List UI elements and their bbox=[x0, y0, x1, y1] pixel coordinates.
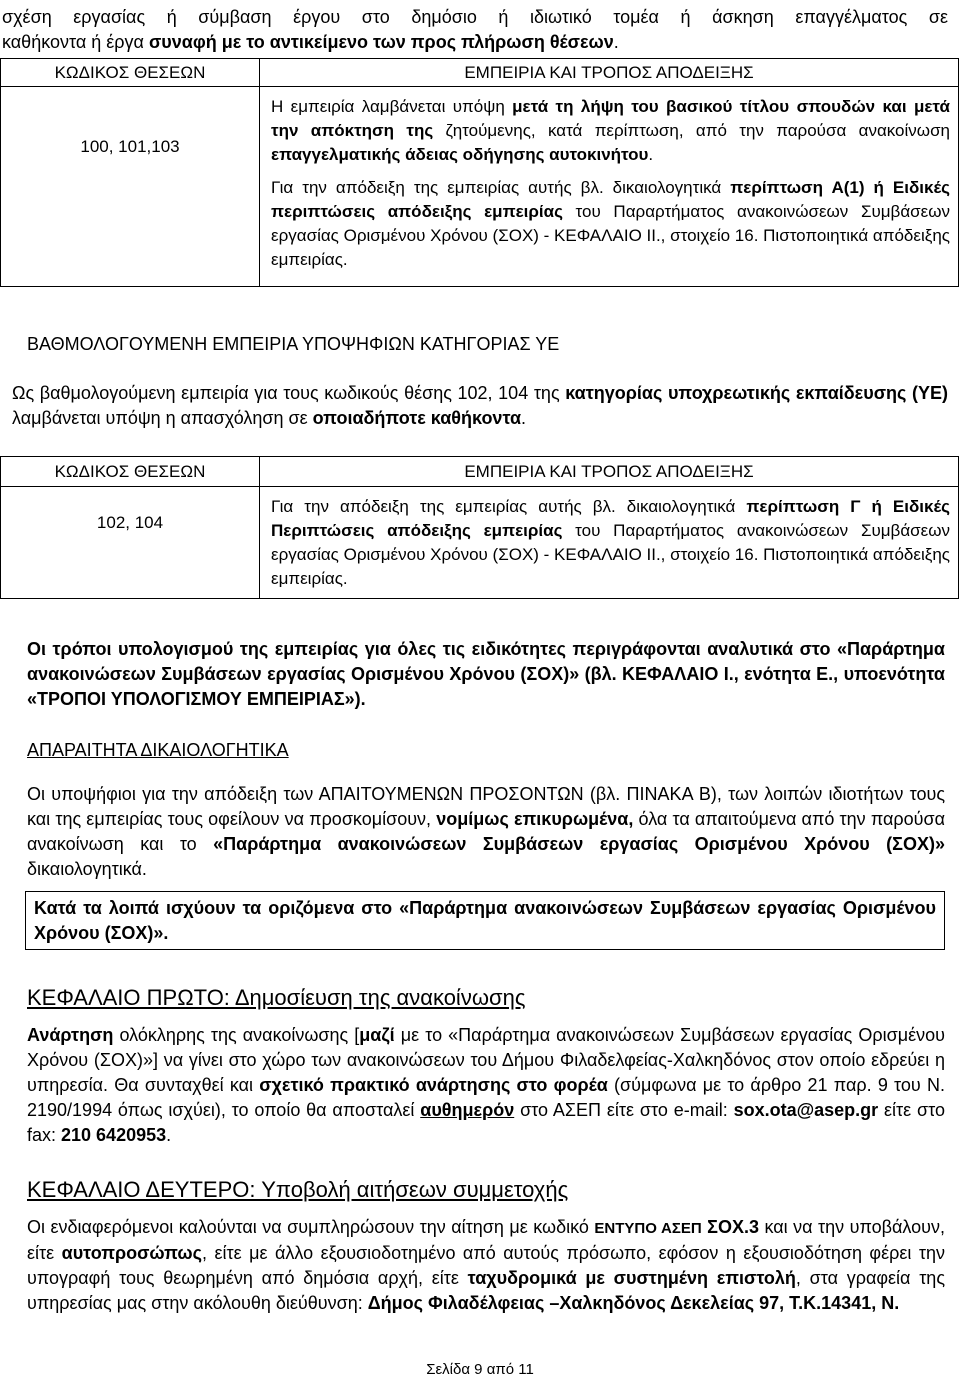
chapter2-paragraph: Οι ενδιαφερόμενοι καλούνται να συμπληρώσουν την αίτηση με κωδικό ΕΝΤΥΠΟ ΑΣΕΠ ΣΟΧ.3 και να την υποβάλουν, είτε αυτοπροσώπως, είτε με άλλο εξουσιοδοτημένο από αυτούς πρόσωπο, εφόσον η εξουσιοδότηση φέρει την υπογραφή τους θεωρημένη από δημόσια αρχή, είτε ταχυδρομικά με συστημένη επιστολή, στα γραφεία της υπηρεσίας μας στην ακόλουθη διεύθυνση: Δήμος Φιλαδέλφειας –Χαλκηδόνος Δεκελείας 97, Τ.Κ.14341, Ν. bbox=[27, 1217, 946, 1313]
page-footer: Σελίδα 9 από 11 bbox=[426, 1361, 534, 1378]
chapter1-paragraph: Ανάρτηση ολόκληρης της ανακοίνωσης [μαζί με το «Παράρτημα ανακοινώσεων Συμβάσεων εργασίας Ορισμένου Χρόνου (ΣΟΧ)»] να γίνει στο χώρο των ανακοινώσεων του Δήμου Φιλαδελφείας-Χαλκηδόνος στον οποίο εδρεύει η υπηρεσία. Θα συνταχθεί και σχετικό πρακτικό ανάρτησης στο φορέα (σύμφωνα με το άρθρο 21 παρ. 9 του Ν. 2190/1994 όπως ισχύει), το οποίο θα αποσταλεί αυθημερόν στο ΑΣΕΠ είτε στο e-mail: sox.ota@asep.gr είτε στο fax: 210 6420953. bbox=[27, 1025, 946, 1145]
table2-description bbox=[260, 487, 959, 599]
section-ye-paragraph: Ως βαθμολογούμενη εμπειρία για τους κωδικούς θέσης 102, 104 της κατηγορίας υποχρεωτικής εκπαίδευσης (ΥΕ) λαμβάνεται υπόψη η απασχόληση σε οποιαδήποτε καθήκοντα. bbox=[12, 383, 948, 428]
chapter2-heading: ΚΕΦΑΛΑΙΟ ΔΕΥΤΕΡΟ: Υποβολή αιτήσεων συμμετοχής bbox=[27, 1177, 569, 1202]
table2-col2-header: ΕΜΠΕΙΡΙΑ ΚΑΙ ΤΡΟΠΟΣ ΑΠΟΔΕΙΞΗΣ bbox=[260, 457, 959, 487]
calculation-paragraph: Οι τρόποι υπολογισμού της εμπειρίας για όλες τις ειδικότητες περιγράφονται αναλυτικά στο «Παράρτημα ανακοινώσεων Συμβάσεων εργασίας Ορισμένου Χρόνου (ΣΟΧ)» (βλ. ΚΕΦΑΛΑΙΟ Ι., ενότητα Ε., υποενότητα «ΤΡΟΠΟΙ ΥΠΟΛΟΓΙΣΜΟΥ ΕΜΠΕΙΡΙΑΣ»). bbox=[27, 639, 945, 709]
table1-col1-header: ΚΩΔΙΚΟΣ ΘΕΣΕΩΝ bbox=[1, 59, 260, 87]
section-ye-heading: ΒΑΘΜΟΛΟΓΟΥΜΕΝΗ ΕΜΠΕΙΡΙΑ ΥΠΟΨΗΦΙΩΝ ΚΑΤΗΓΟΡΙΑΣ ΥΕ bbox=[27, 334, 560, 354]
top-paragraph bbox=[2, 5, 948, 55]
chapter1-heading: ΚΕΦΑΛΑΙΟ ΠΡΩΤΟ: Δημοσίευση της ανακοίνωσης bbox=[27, 985, 526, 1010]
top-para-line1: σχέση εργασίας ή σύμβαση έργου στο δημόσιο ή ιδιωτικό τομέα ή άσκηση επαγγέλματος σε bbox=[2, 7, 948, 27]
table2-codes: 102, 104 bbox=[1, 487, 260, 599]
required-docs-paragraph: Οι υποψήφιοι για την απόδειξη των ΑΠΑΙΤΟΥΜΕΝΩΝ ΠΡΟΣΟΝΤΩΝ (βλ. ΠΙΝΑΚΑ Β), των λοιπών ιδιοτήτων τους και της εμπειρίας τους οφείλουν να προσκομίσουν, νομίμως επικυρωμένα, όλα τα απαιτούμενα από την παρούσα ανακοίνωση και το «Παράρτημα ανακοινώσεων Συμβάσεων εργασίας Ορισμένου Χρόνου (ΣΟΧ)» δικαιολογητικά. bbox=[27, 784, 945, 879]
table1-p1: Η εμπειρία λαμβάνεται υπόψη μετά τη λήψη του βασικού τίτλου σπουδών και μετά την απόκτηση της ζητούμενης, κατά περίπτωση, από την παρούσα ανακοίνωση επαγγελματικής άδειας οδήγησης αυτοκινήτου. bbox=[271, 97, 951, 164]
table1-col2-header: ΕΜΠΕΙΡΙΑ ΚΑΙ ΤΡΟΠΟΣ ΑΠΟΔΕΙΞΗΣ bbox=[260, 59, 959, 87]
top-para-line2: καθήκοντα ή έργα συναφή με το αντικείμενο των προς πλήρωση θέσεων. bbox=[2, 32, 619, 52]
experience-table-2 bbox=[0, 456, 959, 599]
table2-p1: Για την απόδειξη της εμπειρίας αυτής βλ. δικαιολογητικά περίπτωση Γ ή Ειδικές Περιπτώσεις απόδειξης εμπειρίας του Παραρτήματος ανακοινώσεων Συμβάσεων εργασίας Ορισμένου Χρόνου (ΣΟΧ) - ΚΕΦΑΛΑΙΟ ΙΙ., στοιχείο 16. Πιστοποιητικά απόδειξης εμπειρίας. bbox=[271, 497, 951, 588]
table2-col1-header: ΚΩΔΙΚΟΣ ΘΕΣΕΩΝ bbox=[1, 457, 260, 487]
email-address[interactable]: sox.ota@asep.gr bbox=[733, 1100, 879, 1120]
fax-number: 210 6420953 bbox=[61, 1125, 167, 1145]
required-docs-heading: ΑΠΑΡΑΙΤΗΤΑ ΔΙΚΑΙΟΛΟΓΗΤΙΚΑ bbox=[27, 740, 289, 760]
table1-p2: Για την απόδειξη της εμπειρίας αυτής βλ. δικαιολογητικά περίπτωση Α(1) ή Ειδικές περιπτώσεις απόδειξης εμπειρίας του Παραρτήματος ανακοινώσεων Συμβάσεων εργασίας Ορισμένου Χρόνου (ΣΟΧ) - ΚΕΦΑΛΑΙΟ ΙΙ., στοιχείο 16. Πιστοποιητικά απόδειξης εμπειρίας. bbox=[271, 178, 951, 269]
boxed-note: Κατά τα λοιπά ισχύουν τα οριζόμενα στο «Παράρτημα ανακοινώσεων Συμβάσεων εργασίας Ορισμένου Χρόνου (ΣΟΧ)». bbox=[25, 891, 945, 950]
experience-table-1 bbox=[0, 58, 959, 287]
table1-codes: 100, 101,103 bbox=[1, 87, 260, 287]
table1-description bbox=[260, 87, 959, 287]
